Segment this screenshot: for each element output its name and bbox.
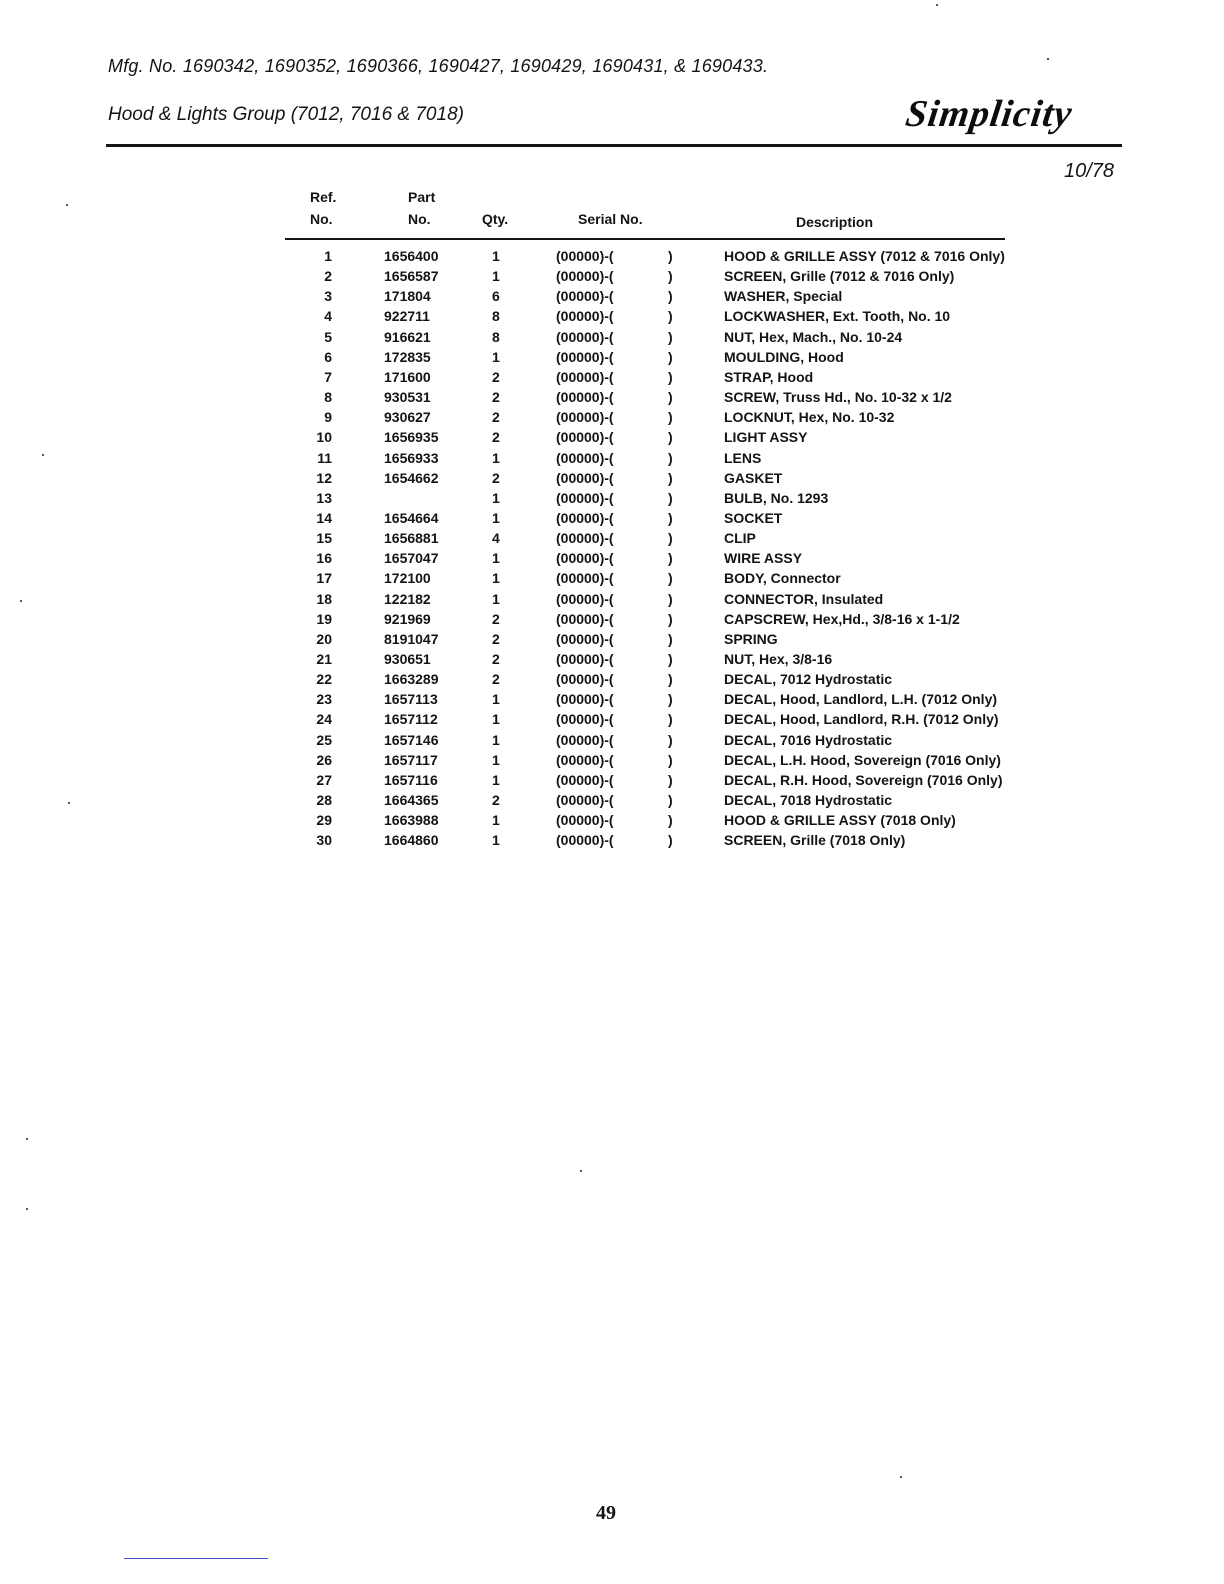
part-no: 1664860 (384, 832, 439, 849)
ref-no: 5 (324, 328, 332, 345)
parts-row (0, 308, 1224, 328)
quantity: 1 (492, 268, 500, 285)
quantity: 2 (492, 671, 500, 688)
quantity: 1 (492, 751, 500, 768)
description: LENS (724, 449, 762, 466)
scan-speck (26, 1208, 28, 1210)
serial-no: (00000)-( (556, 671, 614, 688)
ref-no: 13 (316, 489, 332, 506)
ref-no: 10 (316, 429, 332, 446)
description: DECAL, R.H. Hood, Sovereign (7016 Only) (724, 771, 1003, 788)
description: WIRE ASSY (724, 550, 803, 567)
scan-speck (1047, 58, 1049, 60)
quantity: 2 (492, 368, 500, 385)
description: CAPSCREW, Hex,Hd., 3/8-16 x 1-1/2 (724, 610, 960, 627)
parts-row (0, 611, 1224, 631)
serial-no: (00000)-( (556, 530, 614, 547)
serial-no: (00000)-( (556, 509, 614, 526)
serial-no: (00000)-( (556, 308, 614, 325)
ref-no: 15 (316, 530, 332, 547)
ref-no: 4 (324, 308, 332, 325)
col-header-serial: Serial No. (578, 211, 643, 227)
description: CONNECTOR, Insulated (724, 590, 884, 607)
serial-bracket: ) (668, 389, 673, 406)
quantity: 6 (492, 288, 500, 305)
description: CLIP (724, 530, 756, 547)
part-no: 172100 (384, 570, 431, 587)
ref-no: 30 (316, 832, 332, 849)
serial-no: (00000)-( (556, 449, 614, 466)
part-no: 172835 (384, 348, 431, 365)
ref-no: 14 (316, 509, 332, 526)
scan-speck (900, 1476, 902, 1478)
description: DECAL, Hood, Landlord, L.H. (7012 Only) (724, 691, 998, 708)
part-no: 1657146 (384, 731, 439, 748)
serial-bracket: ) (668, 651, 673, 667)
serial-bracket: ) (668, 832, 673, 849)
part-no: 171600 (384, 368, 431, 385)
quantity: 2 (492, 409, 500, 426)
ref-no: 8 (324, 389, 332, 406)
ref-no: 11 (317, 449, 332, 466)
serial-no: (00000)-( (556, 429, 614, 446)
description: NUT, Hex, 3/8-16 (724, 651, 833, 667)
parts-row (0, 732, 1224, 752)
description: HOOD & GRILLE ASSY (7012 & 7016 Only) (724, 248, 1005, 264)
parts-row (0, 691, 1224, 711)
part-no: 1656933 (384, 449, 439, 466)
serial-bracket: ) (668, 751, 673, 768)
serial-no: (00000)-( (556, 610, 614, 627)
serial-bracket: ) (668, 550, 673, 567)
serial-bracket: ) (668, 308, 673, 325)
ref-no: 2 (324, 268, 332, 285)
serial-bracket: ) (668, 449, 673, 466)
parts-row (0, 490, 1224, 510)
col-header-part-top: Part (408, 189, 436, 205)
description: LOCKWASHER, Ext. Tooth, No. 10 (724, 308, 951, 325)
serial-no: (00000)-( (556, 651, 614, 667)
serial-no: (00000)-( (556, 348, 614, 365)
parts-row (0, 409, 1224, 429)
serial-bracket: ) (668, 328, 673, 345)
part-no: 1663289 (384, 671, 439, 688)
description: BULB, No. 1293 (724, 489, 829, 506)
scan-speck (68, 802, 70, 804)
column-header-rule (285, 238, 1005, 240)
quantity: 2 (492, 610, 500, 627)
parts-row (0, 792, 1224, 812)
quantity: 4 (492, 530, 500, 547)
parts-row (0, 631, 1224, 651)
serial-bracket: ) (668, 630, 673, 647)
quantity: 1 (492, 590, 500, 607)
ref-no: 20 (316, 630, 332, 647)
quantity: 1 (492, 449, 500, 466)
serial-bracket: ) (668, 348, 673, 365)
scan-speck (20, 600, 22, 602)
ref-no: 16 (316, 550, 332, 567)
quantity: 1 (492, 550, 500, 567)
quantity: 1 (492, 832, 500, 849)
serial-no: (00000)-( (556, 248, 614, 264)
ref-no: 24 (316, 711, 332, 728)
serial-no: (00000)-( (556, 368, 614, 385)
ref-no: 19 (316, 610, 332, 627)
part-no: 921969 (384, 610, 431, 627)
parts-row (0, 288, 1224, 308)
parts-row (0, 772, 1224, 792)
col-header-ref (310, 186, 336, 230)
description: SOCKET (724, 509, 783, 526)
description: LOCKNUT, Hex, No. 10-32 (724, 409, 895, 426)
description: DECAL, 7016 Hydrostatic (724, 731, 893, 748)
quantity: 1 (492, 248, 500, 264)
quantity: 2 (492, 469, 500, 486)
serial-bracket: ) (668, 671, 673, 688)
col-header-qty: Qty. (482, 211, 509, 227)
serial-no: (00000)-( (556, 409, 614, 426)
parts-row (0, 832, 1224, 852)
description: DECAL, 7018 Hydrostatic (724, 792, 893, 809)
col-header-ref-bottom: No. (310, 211, 333, 227)
ref-no: 3 (324, 288, 332, 305)
quantity: 1 (492, 570, 500, 587)
parts-row (0, 671, 1224, 691)
quantity: 1 (492, 771, 500, 788)
quantity: 2 (492, 429, 500, 446)
description: DECAL, L.H. Hood, Sovereign (7016 Only) (724, 751, 1001, 768)
ref-no: 18 (316, 590, 332, 607)
footer-line (124, 1558, 268, 1559)
serial-no: (00000)-( (556, 751, 614, 768)
parts-row (0, 752, 1224, 772)
description: STRAP, Hood (724, 368, 814, 385)
serial-bracket: ) (668, 288, 673, 305)
serial-no: (00000)-( (556, 731, 614, 748)
parts-row (0, 329, 1224, 349)
serial-no: (00000)-( (556, 489, 614, 506)
page-number: 49 (596, 1502, 616, 1524)
part-no: 1663988 (384, 812, 439, 829)
quantity: 2 (492, 389, 500, 406)
quantity: 1 (492, 348, 500, 365)
serial-bracket: ) (668, 268, 673, 285)
serial-no: (00000)-( (556, 711, 614, 728)
scan-speck (66, 204, 68, 206)
mfg-numbers: Mfg. No. 1690342, 1690352, 1690366, 1690427, 1690429, 1690431, & 1690433. (108, 56, 769, 76)
quantity: 1 (492, 711, 500, 728)
part-no: 1656587 (384, 268, 439, 285)
quantity: 8 (492, 308, 500, 325)
serial-bracket: ) (668, 711, 673, 728)
description: GASKET (724, 469, 783, 486)
parts-row (0, 450, 1224, 470)
serial-no: (00000)-( (556, 590, 614, 607)
serial-bracket: ) (668, 409, 673, 426)
ref-no: 27 (316, 771, 332, 788)
serial-bracket: ) (668, 429, 673, 446)
scan-speck (42, 454, 44, 456)
parts-row (0, 389, 1224, 409)
part-no: 1657112 (384, 711, 438, 728)
serial-no: (00000)-( (556, 771, 614, 788)
ref-no: 21 (316, 651, 332, 667)
serial-no: (00000)-( (556, 812, 614, 829)
serial-no: (00000)-( (556, 550, 614, 567)
serial-no: (00000)-( (556, 288, 614, 305)
part-no: 1657117 (384, 751, 438, 768)
col-header-ref-top: Ref. (310, 189, 337, 205)
serial-bracket: ) (668, 570, 673, 587)
scan-speck (936, 4, 938, 6)
parts-row (0, 591, 1224, 611)
parts-row (0, 510, 1224, 530)
ref-no: 22 (316, 671, 332, 688)
ref-no: 9 (324, 409, 332, 426)
parts-row (0, 530, 1224, 550)
ref-no: 23 (316, 691, 332, 708)
serial-no: (00000)-( (556, 832, 614, 849)
part-no: 1656881 (384, 530, 439, 547)
quantity: 1 (492, 509, 500, 526)
serial-no: (00000)-( (556, 268, 614, 285)
quantity: 1 (492, 691, 500, 708)
quantity: 8 (492, 328, 500, 345)
ref-no: 29 (316, 812, 332, 829)
description: LIGHT ASSY (724, 429, 808, 446)
parts-row (0, 470, 1224, 490)
scan-speck (580, 1170, 582, 1172)
part-no: 1664365 (384, 792, 439, 809)
ref-no: 25 (316, 731, 332, 748)
serial-no: (00000)-( (556, 389, 614, 406)
ref-no: 7 (324, 368, 332, 385)
serial-bracket: ) (668, 590, 673, 607)
revision-date: 10/78 (1064, 160, 1115, 182)
brand-logo: Simplicity (903, 93, 1076, 135)
header-rule (106, 144, 1122, 147)
part-no: 171804 (384, 288, 431, 305)
serial-no: (00000)-( (556, 792, 614, 809)
parts-row (0, 651, 1224, 671)
serial-bracket: ) (668, 812, 673, 829)
parts-row (0, 369, 1224, 389)
description: HOOD & GRILLE ASSY (7018 Only) (724, 812, 956, 829)
parts-row (0, 550, 1224, 570)
ref-no: 12 (316, 469, 332, 486)
serial-bracket: ) (668, 731, 673, 748)
serial-bracket: ) (668, 792, 673, 809)
description: SCREW, Truss Hd., No. 10-32 x 1/2 (724, 389, 952, 406)
serial-no: (00000)-( (556, 469, 614, 486)
ref-no: 1 (324, 248, 332, 264)
part-no: 1657047 (384, 550, 439, 567)
description: DECAL, 7012 Hydrostatic (724, 671, 893, 688)
parts-row (0, 349, 1224, 369)
parts-row (0, 248, 1224, 268)
serial-bracket: ) (668, 771, 673, 788)
ref-no: 26 (316, 751, 332, 768)
serial-no: (00000)-( (556, 570, 614, 587)
quantity: 1 (492, 489, 500, 506)
description: DECAL, Hood, Landlord, R.H. (7012 Only) (724, 711, 999, 728)
serial-no: (00000)-( (556, 630, 614, 647)
part-no: 930531 (384, 389, 431, 406)
description: MOULDING, Hood (724, 348, 844, 365)
part-no: 1657113 (384, 691, 438, 708)
description: SCREEN, Grille (7018 Only) (724, 832, 906, 849)
serial-bracket: ) (668, 509, 673, 526)
serial-bracket: ) (668, 691, 673, 708)
part-no: 930651 (384, 651, 431, 667)
parts-row (0, 711, 1224, 731)
description: NUT, Hex, Mach., No. 10-24 (724, 328, 903, 345)
description: BODY, Connector (724, 570, 841, 587)
parts-row (0, 429, 1224, 449)
ref-no: 28 (316, 792, 332, 809)
part-no: 916621 (384, 328, 431, 345)
parts-row (0, 570, 1224, 590)
serial-bracket: ) (668, 469, 673, 486)
serial-no: (00000)-( (556, 691, 614, 708)
serial-bracket: ) (668, 530, 673, 547)
col-header-description: Description (796, 214, 874, 230)
group-title: Hood & Lights Group (7012, 7016 & 7018) (108, 104, 464, 125)
part-no: 1654662 (384, 469, 439, 486)
part-no: 1654664 (384, 509, 439, 526)
description: WASHER, Special (724, 288, 843, 305)
scan-speck (26, 1138, 28, 1140)
description: SCREEN, Grille (7012 & 7016 Only) (724, 268, 955, 285)
part-no: 922711 (384, 308, 430, 325)
quantity: 1 (492, 812, 500, 829)
part-no: 930627 (384, 409, 431, 426)
col-header-part-bottom: No. (408, 211, 431, 227)
serial-bracket: ) (668, 368, 673, 385)
part-no: 122182 (384, 590, 431, 607)
quantity: 2 (492, 792, 500, 809)
parts-row (0, 812, 1224, 832)
serial-bracket: ) (668, 610, 673, 627)
serial-bracket: ) (668, 248, 673, 264)
part-no: 8191047 (384, 630, 439, 647)
ref-no: 6 (324, 348, 332, 365)
part-no: 1656400 (384, 248, 439, 264)
part-no: 1657116 (384, 771, 438, 788)
description: SPRING (724, 630, 778, 647)
serial-no: (00000)-( (556, 328, 614, 345)
col-header-part (408, 186, 435, 230)
quantity: 2 (492, 651, 500, 667)
ref-no: 17 (316, 570, 332, 587)
part-no: 1656935 (384, 429, 439, 446)
quantity: 2 (492, 630, 500, 647)
quantity: 1 (492, 731, 500, 748)
parts-row (0, 268, 1224, 288)
serial-bracket: ) (668, 489, 673, 506)
